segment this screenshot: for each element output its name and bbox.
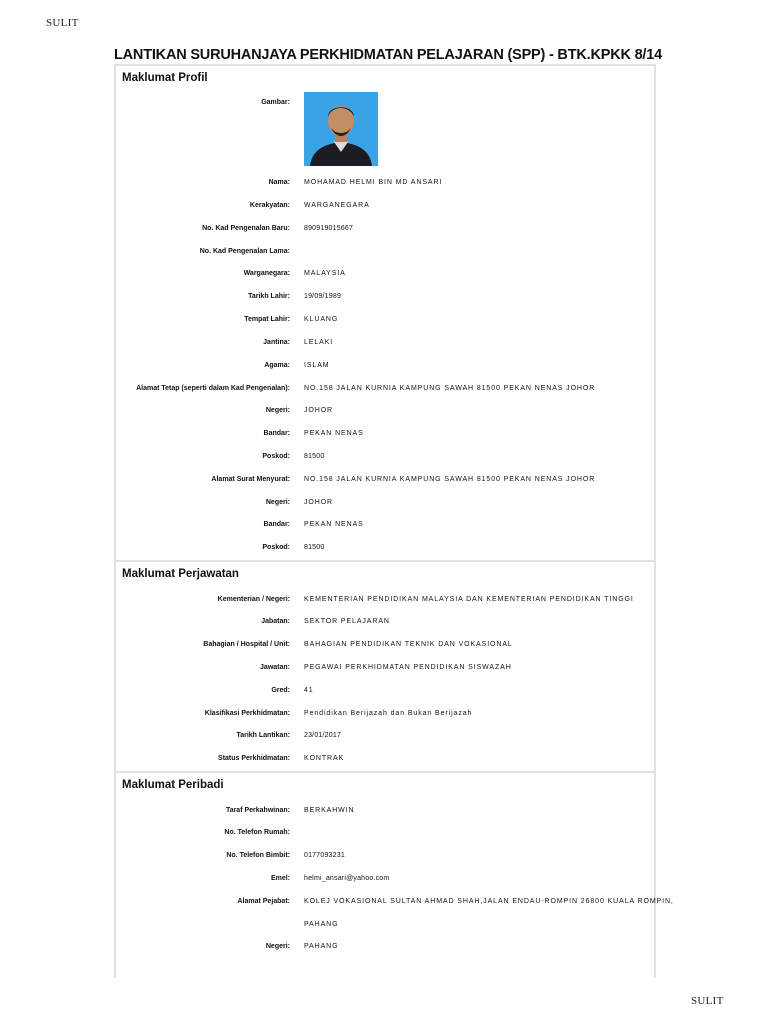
profile-row-poskod-surat bbox=[114, 542, 656, 556]
field-label: Tarikh Lantikan: bbox=[236, 732, 290, 739]
classification-mark-bottom: SULIT bbox=[691, 995, 724, 1007]
section-divider bbox=[114, 560, 656, 562]
employment-row-jawatan bbox=[114, 662, 656, 676]
field-value: JOHOR bbox=[304, 407, 333, 414]
profile-row-poskod bbox=[114, 451, 656, 465]
personal-row-alamat-pejabat bbox=[114, 896, 674, 910]
field-value: NO.158 JALAN KURNIA KAMPUNG SAWAH 81500 PEKAN NENAS JOHOR bbox=[304, 476, 596, 483]
field-value: JOHOR bbox=[304, 499, 333, 506]
employment-row-status bbox=[114, 753, 656, 767]
field-value: 41 bbox=[304, 687, 314, 694]
field-value: helmi_ansari@yahoo.com bbox=[304, 875, 390, 882]
field-value: 0177093231 bbox=[304, 852, 345, 859]
field-label: No. Telefon Rumah: bbox=[224, 829, 290, 836]
field-value: NO.158 JALAN KURNIA KAMPUNG SAWAH 81500 PEKAN NENAS JOHOR bbox=[304, 385, 596, 392]
employment-row-tarikh-lantikan bbox=[114, 730, 656, 744]
field-value: PAHANG bbox=[304, 943, 339, 950]
page-title: LANTIKAN SURUHANJAYA PERKHIDMATAN PELAJARAN (SPP) - BTK.KPKK 8/14 bbox=[114, 47, 662, 63]
photo-row bbox=[114, 97, 656, 111]
field-label: Negeri: bbox=[265, 499, 290, 506]
profile-row-kerakyatan bbox=[114, 200, 656, 214]
field-label: Bandar: bbox=[263, 430, 290, 437]
field-value: KLUANG bbox=[304, 316, 339, 323]
field-label: Poskod: bbox=[262, 453, 290, 460]
field-label: Alamat Surat Menyurat: bbox=[211, 476, 290, 483]
field-label: Gred: bbox=[271, 687, 290, 694]
profile-row-ic-new bbox=[114, 223, 656, 237]
field-value: KONTRAK bbox=[304, 755, 345, 762]
field-value: PEGAWAI PERKHIDMATAN PENDIDIKAN SISWAZAH bbox=[304, 664, 512, 671]
field-label: No. Kad Pengenalan Lama: bbox=[199, 248, 290, 255]
field-label: Kerakyatan: bbox=[249, 202, 290, 209]
field-label: Alamat Pejabat: bbox=[237, 898, 290, 905]
section-heading-profile: Maklumat Profil bbox=[122, 72, 208, 84]
field-value: MALAYSIA bbox=[304, 270, 346, 277]
field-label: Tempat Lahir: bbox=[244, 316, 290, 323]
employment-row-klasifikasi bbox=[114, 708, 656, 722]
section-heading-personal: Maklumat Peribadi bbox=[122, 779, 224, 791]
field-label: Poskod: bbox=[262, 544, 290, 551]
profile-row-tarikh-lahir bbox=[114, 291, 656, 305]
field-label: Jawatan: bbox=[260, 664, 290, 671]
field-value: LELAKI bbox=[304, 339, 334, 346]
profile-row-ic-old bbox=[114, 246, 656, 260]
field-label: No. Telefon Bimbit: bbox=[226, 852, 290, 859]
field-label: No. Kad Pengenalan Baru: bbox=[202, 225, 290, 232]
profile-row-bandar bbox=[114, 428, 656, 442]
field-value: MOHAMAD HELMI BIN MD ANSARI bbox=[304, 179, 443, 186]
profile-row-agama bbox=[114, 360, 656, 374]
personal-row-negeri bbox=[114, 941, 656, 955]
employment-row-gred bbox=[114, 685, 656, 699]
photo-label: Gambar: bbox=[261, 99, 290, 106]
personal-row-telefon-bimbit bbox=[114, 850, 656, 864]
field-label: Status Perkhidmatan: bbox=[218, 755, 290, 762]
field-label: Bandar: bbox=[263, 521, 290, 528]
profile-row-negeri bbox=[114, 405, 656, 419]
field-label: Warganegara: bbox=[243, 270, 290, 277]
field-label: Jantina: bbox=[263, 339, 290, 346]
profile-row-jantina bbox=[114, 337, 656, 351]
field-label: Tarikh Lahir: bbox=[248, 293, 290, 300]
field-value: PEKAN NENAS bbox=[304, 430, 364, 437]
field-value: 23/01/2017 bbox=[304, 732, 342, 739]
field-label: Negeri: bbox=[265, 407, 290, 414]
classification-mark-top: SULIT bbox=[46, 17, 79, 29]
personal-row-alamat-pejabat-cont bbox=[114, 919, 656, 933]
field-label: Nama: bbox=[268, 179, 290, 186]
profile-row-nama bbox=[114, 177, 656, 191]
field-label: Agama: bbox=[264, 362, 290, 369]
field-label: Negeri: bbox=[265, 943, 290, 950]
field-value: Pendidikan Berijazah dan Bukan Berijazah bbox=[304, 710, 473, 717]
profile-row-tempat-lahir bbox=[114, 314, 656, 328]
field-label: Bahagian / Hospital / Unit: bbox=[203, 641, 290, 648]
profile-row-alamat-tetap bbox=[114, 383, 656, 397]
personal-row-telefon-rumah bbox=[114, 827, 656, 841]
field-value: PEKAN NENAS bbox=[304, 521, 364, 528]
field-value: 81500 bbox=[304, 544, 325, 551]
field-label: Taraf Perkahwinan: bbox=[225, 807, 290, 814]
section-heading-employment: Maklumat Perjawatan bbox=[122, 568, 239, 580]
profile-row-negeri-surat bbox=[114, 497, 656, 511]
field-value: WARGANEGARA bbox=[304, 202, 370, 209]
employment-row-jabatan bbox=[114, 616, 656, 630]
field-value: ISLAM bbox=[304, 362, 330, 369]
field-label: Klasifikasi Perkhidmatan: bbox=[204, 710, 290, 717]
field-value: KEMENTERIAN PENDIDIKAN MALAYSIA DAN KEMENTERIAN PENDIDIKAN TINGGI bbox=[304, 596, 634, 603]
field-value: BERKAHWIN bbox=[304, 807, 355, 814]
field-value: PAHANG bbox=[304, 921, 339, 928]
personal-row-emel bbox=[114, 873, 656, 887]
employment-row-bahagian bbox=[114, 639, 656, 653]
field-value: 19/09/1989 bbox=[304, 293, 342, 300]
field-value: BAHAGIAN PENDIDIKAN TEKNIK DAN VOKASIONAL bbox=[304, 641, 513, 648]
field-value: 890919015667 bbox=[304, 225, 354, 232]
field-value: 81500 bbox=[304, 453, 325, 460]
profile-row-alamat-surat bbox=[114, 474, 656, 488]
field-label: Kementerian / Negeri: bbox=[217, 596, 290, 603]
employment-row-kementerian bbox=[114, 594, 656, 608]
section-divider bbox=[114, 771, 656, 773]
profile-row-bandar-surat bbox=[114, 519, 656, 533]
profile-row-warganegara bbox=[114, 268, 656, 282]
field-label: Emel: bbox=[270, 875, 290, 882]
profile-photo bbox=[304, 92, 378, 166]
personal-row-taraf bbox=[114, 805, 656, 819]
field-value: KOLEJ VOKASIONAL SULTAN AHMAD SHAH,JALAN ENDAU-ROMPIN 26800 KUALA ROMPIN, bbox=[304, 898, 674, 905]
field-label: Alamat Tetap (seperti dalam Kad Pengenalan): bbox=[136, 385, 290, 392]
field-label: Jabatan: bbox=[261, 618, 290, 625]
field-value: SEKTOR PELAJARAN bbox=[304, 618, 390, 625]
